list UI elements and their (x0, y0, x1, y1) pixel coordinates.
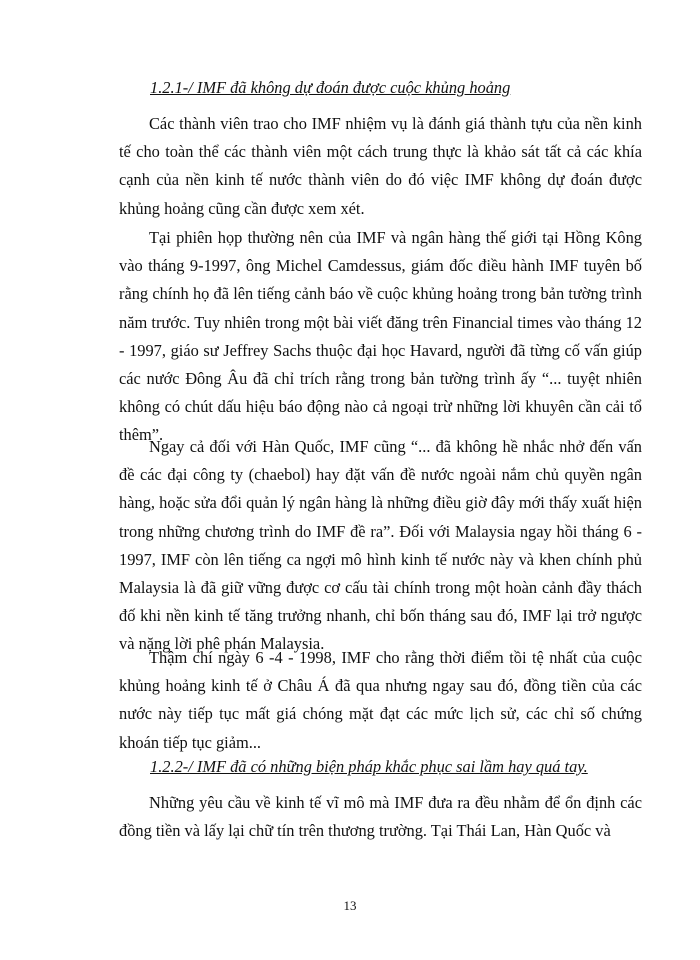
section-heading-1-2-1: 1.2.1-/ IMF đã không dự đoán được cuộc khủng hoảng (150, 78, 511, 97)
paragraph-korea-malaysia: Ngay cả đối với Hàn Quốc, IMF cũng “... đã không hề nhắc nhở đến vấn đề các đại công ty (chaebol) hay đặt vấn đề nước ngoài nắm chủ quyền ngân hàng, hoặc sửa đổi quản lý ngân hàng là những điều giờ đây mới thấy xuất hiện trong những chương trình do IMF đề ra”. Đối với Malaysia ngay hồi tháng 6 - 1997, IMF còn lên tiếng ca ngợi mô hình kinh tế nước này và khen chính phủ Malaysia là đã giữ vững được cơ cấu tài chính trong một hoàn cảnh đầy thách đố khi nền kinh tế tăng trưởng nhanh, chỉ bốn tháng sau đó, IMF lại trở ngược và nặng lời phê phán Malaysia. (119, 437, 642, 654)
paragraph-imf-mandate: Các thành viên trao cho IMF nhiệm vụ là đánh giá thành tựu của nền kinh tế cho toàn thể các thành viên một cách trung thực là khảo sát tất cả các khía cạnh của nền kinh tế nước thành viên do đó việc IMF không dự đoán được khủng hoảng cũng cần được xem xét. (119, 114, 642, 218)
section-heading-1-2-2: 1.2.2-/ IMF đã có những biện pháp khắc phục sai lầm hay quá tay. (150, 757, 588, 776)
paragraph-macro-requirements: Những yêu cầu về kinh tế vĩ mô mà IMF đưa ra đều nhằm để ổn định các đồng tiền và lấy lại chữ tín trên thương trường. Tại Thái Lan, Hàn Quốc và (119, 793, 642, 841)
paragraph-april-1998: Thậm chí ngày 6 -4 - 1998, IMF cho rằng thời điểm tồi tệ nhất của cuộc khủng hoảng kinh tế ở Châu Á đã qua nhưng ngay sau đó, đồng tiền của các nước này tiếp tục mất giá chóng mặt đạt các mức lịch sử, các chỉ số chứng khoán tiếp tục giảm... (119, 648, 642, 752)
paragraph-hong-kong-meeting: Tại phiên họp thường nên của IMF và ngân hàng thế giới tại Hồng Kông vào tháng 9-1997, ông Michel Camdessus, giám đốc điều hành IMF tuyên bố rằng chính họ đã lên tiếng cảnh báo về cuộc khủng hoảng trong bản tường trình năm trước. Tuy nhiên trong một bài viết đăng trên Financial times vào tháng 12 - 1997, giáo sư Jeffrey Sachs thuộc đại học Havard, người đã từng cố vấn giúp các nước Đông Âu đã chỉ trích rằng trong bản tường trình ấy “... tuyệt nhiên không có chút dấu hiệu báo động nào cả ngoại trừ những lời khuyên cần cải tổ thêm”. (119, 228, 642, 445)
page-number: 13 (343, 898, 357, 913)
